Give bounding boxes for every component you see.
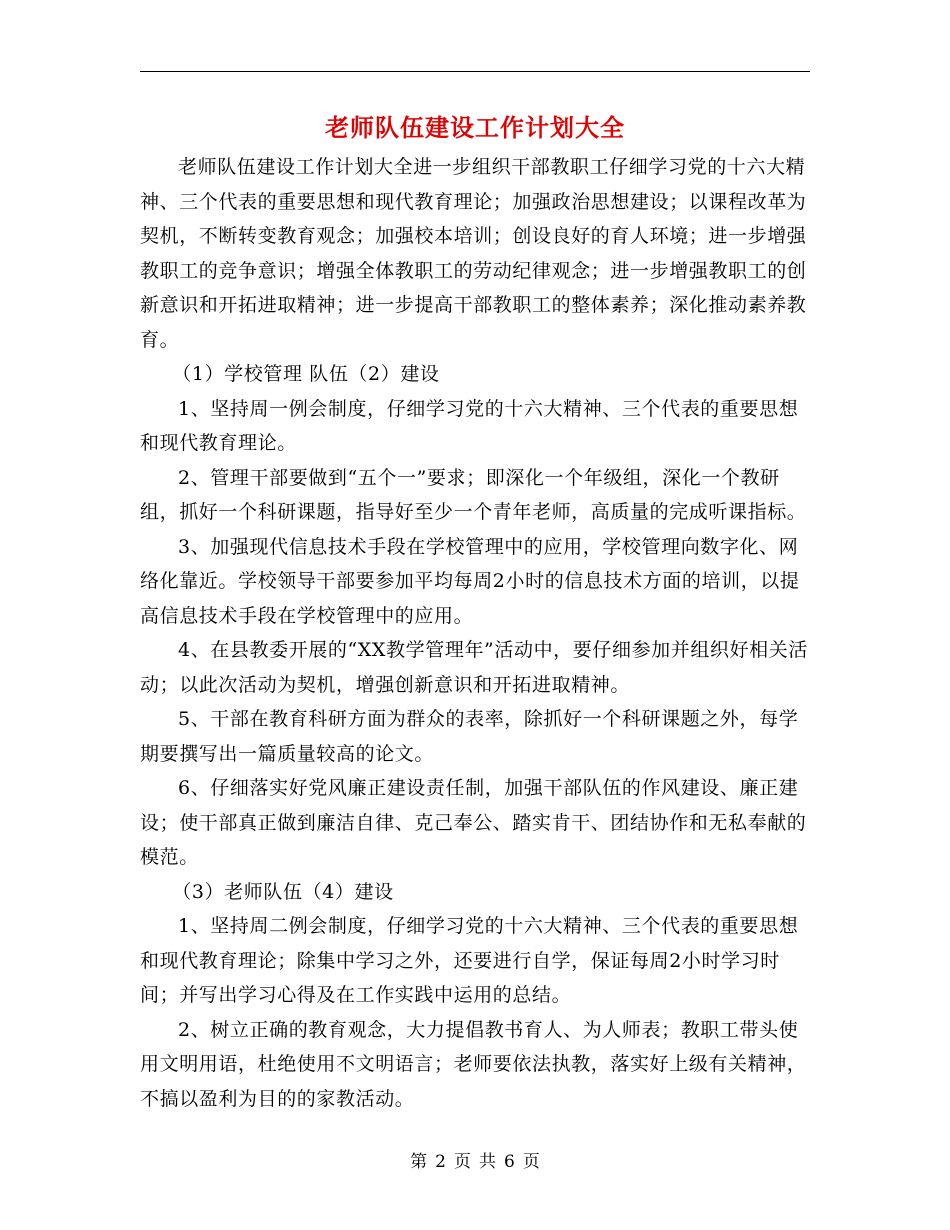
paragraph-item: 1、坚持周一例会制度，仔细学习党的十六大精神、三个代表的重要思想和现代教育理论。 <box>140 397 799 454</box>
paragraph-item: 5、干部在教育科研方面为群众的表率，除抓好一个科研课题之外，每学期要撰写出一篇质量较高的论文。 <box>140 708 799 765</box>
document-body <box>140 150 810 1116</box>
paragraph-item: 1、坚持周二例会制度，仔细学习党的十六大精神、三个代表的重要思想和现代教育理论；除集中学习之外，还要进行自学，保证每周2小时学习时间；并写出学习心得及在工作实践中运用的总结。 <box>140 915 799 1006</box>
paragraph-item: 4、在县教委开展的“XX教学管理年”活动中，要仔细参加并组织好相关活动；以此次活动为契机，增强创新意识和开拓进取精神。 <box>140 639 808 696</box>
paragraph-item: 3、加强现代信息技术手段在学校管理中的应用，学校管理向数字化、网络化靠近。学校领导干部要参加平均每周2小时的信息技术方面的培训，以提高信息技术手段在学校管理中的应用。 <box>140 535 800 627</box>
paragraph-item: 2、管理干部要做到“五个一”要求；即深化一个年级组，深化一个教研组，抓好一个科研课题，指导好至少一个青年老师，高质量的完成听课指标。 <box>140 466 807 523</box>
header-rule <box>140 71 810 72</box>
paragraph-intro: 老师队伍建设工作计划大全进一步组织干部教职工仔细学习党的十六大精神、三个代表的重要思想和现代教育理论；加强政治思想建设；以课程改革为契机，不断转变教育观念；加强校本培训；创设良好的育人环境；进一步增强教职工的竞争意识；增强全体教职工的劳动纪律观念；进一步增强教职工的创新意识和开拓进取精神；进一步提高干部教职工的整体素养；深化推动素养教育。 <box>140 156 807 351</box>
section-heading-teachers: （3）老师队伍（4）建设 <box>172 880 394 903</box>
paragraph-item: 2、树立正确的教育观念，大力提倡教书育人、为人师表；教职工带头使用文明用语，杜绝使用不文明语言；老师要依法执教，落实好上级有关精神，不搞以盈利为目的的家教活动。 <box>140 1018 807 1110</box>
footer-total-pages: 6 <box>504 1152 515 1172</box>
page-footer <box>0 1147 950 1172</box>
footer-current-page: 2 <box>435 1152 446 1172</box>
footer-label-total: 共 <box>479 1152 496 1172</box>
footer-label-total-unit: 页 <box>522 1152 540 1172</box>
paragraph-item: 6、仔细落实好党风廉正建设责任制，加强干部队伍的作风建设、廉正建设；使干部真正做到廉洁自律、克己奉公、踏实肯干、团结协作和无私奉献的模范。 <box>140 777 807 868</box>
footer-label-page-unit: 页 <box>454 1152 471 1172</box>
document-title: 老师队伍建设工作计划大全 <box>325 113 625 142</box>
section-heading-management: （1）学校管理 队伍（2）建设 <box>172 363 440 385</box>
footer-label-page: 第 <box>410 1152 428 1172</box>
